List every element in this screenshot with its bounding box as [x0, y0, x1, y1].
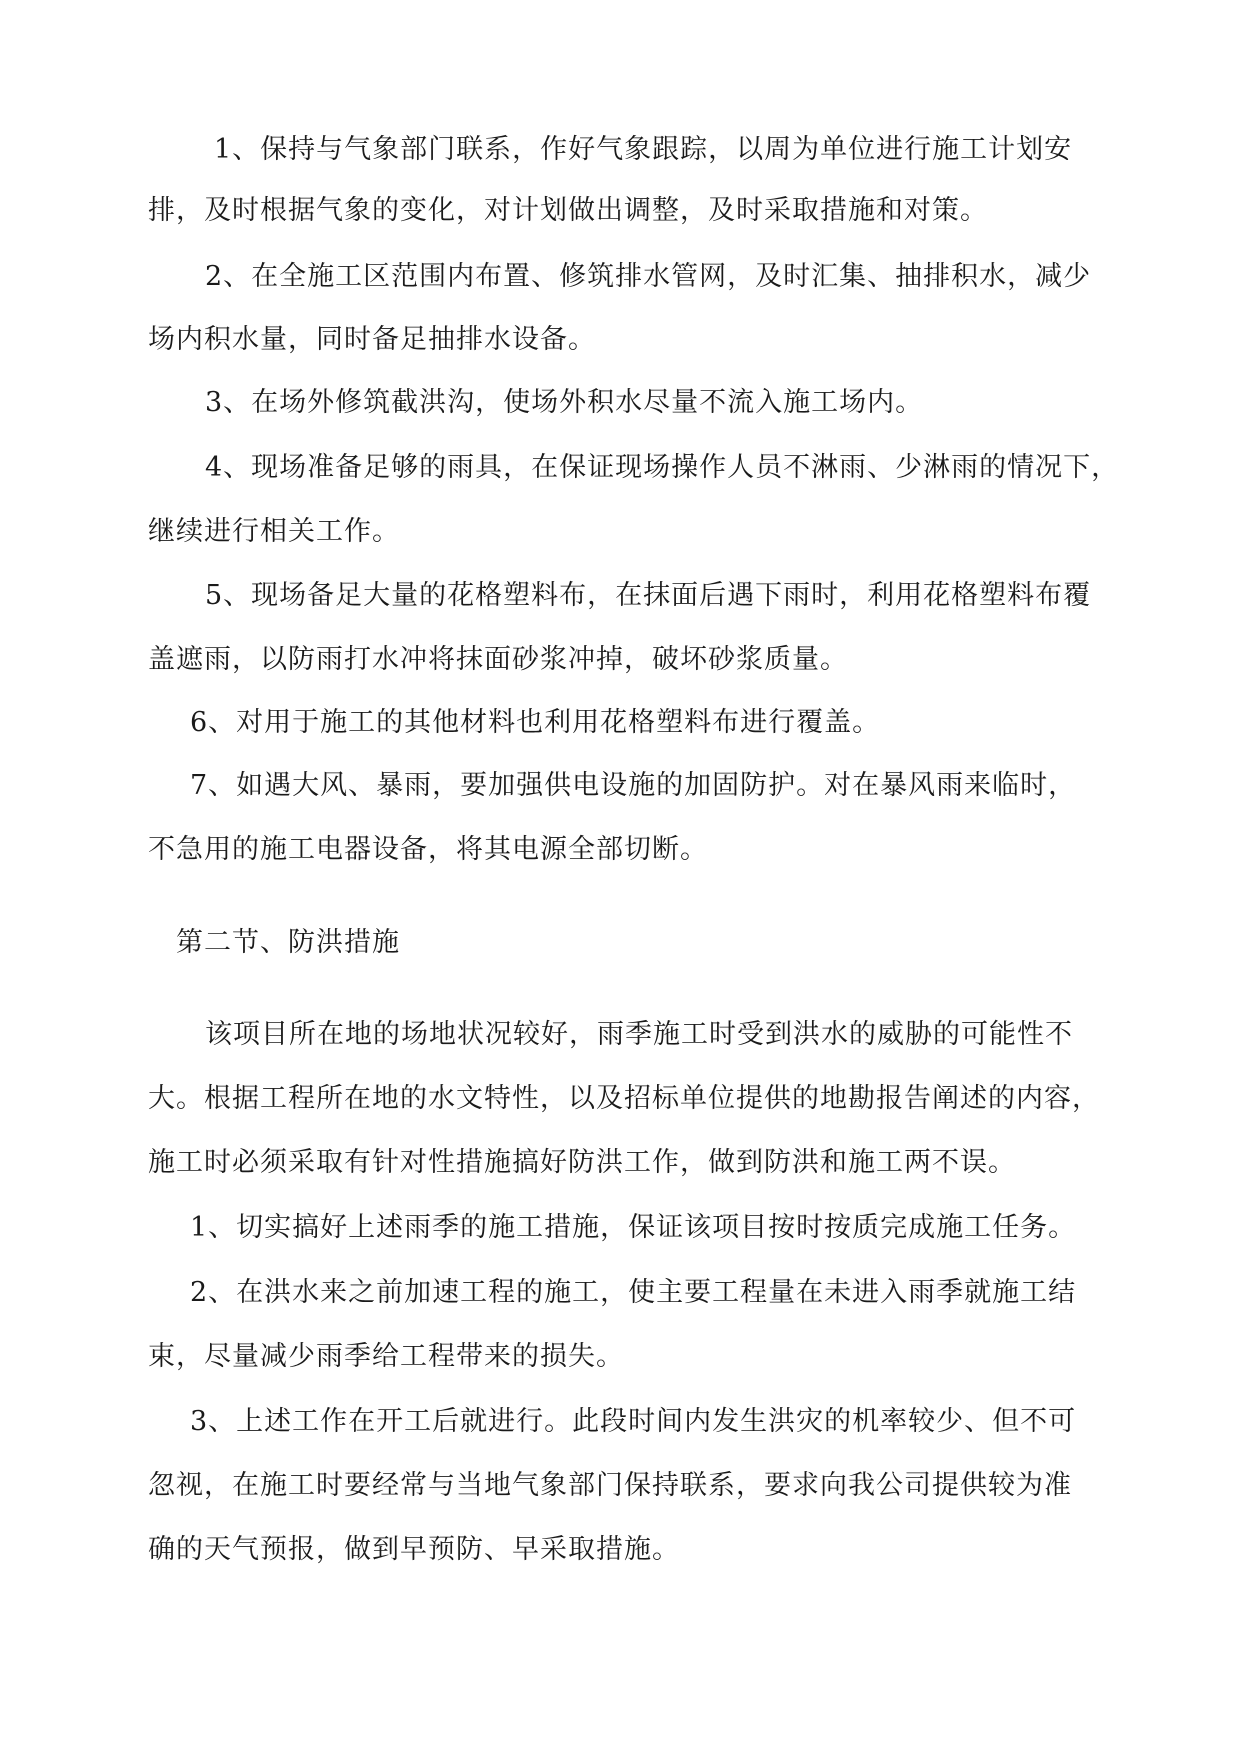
paragraph-1-line-1: 1、保持与气象部门联系，作好气象跟踪，以周为单位进行施工计划安	[214, 134, 1073, 165]
paragraph-4-line-2: 继续进行相关工作。	[148, 516, 400, 547]
intro-line-1: 该项目所在地的场地状况较好，雨季施工时受到洪水的威胁的可能性不	[205, 1019, 1073, 1050]
section-heading: 第二节、防洪措施	[176, 927, 400, 958]
intro-line-2: 大。根据工程所在地的水文特性，以及招标单位提供的地勘报告阐述的内容，	[148, 1083, 1100, 1114]
paragraph-2-line-2: 场内积水量，同时备足抽排水设备。	[148, 324, 596, 355]
flood-item-3-line-1: 3、上述工作在开工后就进行。此段时间内发生洪灾的机率较少、但不可	[190, 1406, 1077, 1437]
flood-item-3-line-3: 确的天气预报，做到早预防、早采取措施。	[148, 1534, 680, 1565]
paragraph-7-line-1: 7、如遇大风、暴雨，要加强供电设施的加固防护。对在暴风雨来临时，	[190, 770, 1077, 801]
paragraph-6-line-1: 6、对用于施工的其他材料也利用花格塑料布进行覆盖。	[190, 707, 881, 738]
paragraph-2-line-1: 2、在全施工区范围内布置、修筑排水管网，及时汇集、抽排积水，减少	[205, 261, 1092, 292]
paragraph-7-line-2: 不急用的施工电器设备，将其电源全部切断。	[148, 834, 708, 865]
intro-line-3: 施工时必须采取有针对性措施搞好防洪工作，做到防洪和施工两不误。	[148, 1147, 1016, 1178]
paragraph-4-line-1: 4、现场准备足够的雨具，在保证现场操作人员不淋雨、少淋雨的情况下，	[205, 452, 1120, 483]
paragraph-5-line-1: 5、现场备足大量的花格塑料布，在抹面后遇下雨时，利用花格塑料布覆	[205, 580, 1092, 611]
flood-item-1-line-1: 1、切实搞好上述雨季的施工措施，保证该项目按时按质完成施工任务。	[190, 1212, 1077, 1243]
flood-item-2-line-2: 束，尽量减少雨季给工程带来的损失。	[148, 1341, 624, 1372]
paragraph-1-line-2: 排，及时根据气象的变化，对计划做出调整，及时采取措施和对策。	[148, 195, 988, 226]
flood-item-2-line-1: 2、在洪水来之前加速工程的施工，使主要工程量在未进入雨季就施工结	[190, 1277, 1077, 1308]
flood-item-3-line-2: 忽视，在施工时要经常与当地气象部门保持联系，要求向我公司提供较为准	[148, 1470, 1072, 1501]
paragraph-5-line-2: 盖遮雨，以防雨打水冲将抹面砂浆冲掉，破坏砂浆质量。	[148, 644, 848, 675]
paragraph-3-line-1: 3、在场外修筑截洪沟，使场外积水尽量不流入施工场内。	[205, 387, 924, 418]
